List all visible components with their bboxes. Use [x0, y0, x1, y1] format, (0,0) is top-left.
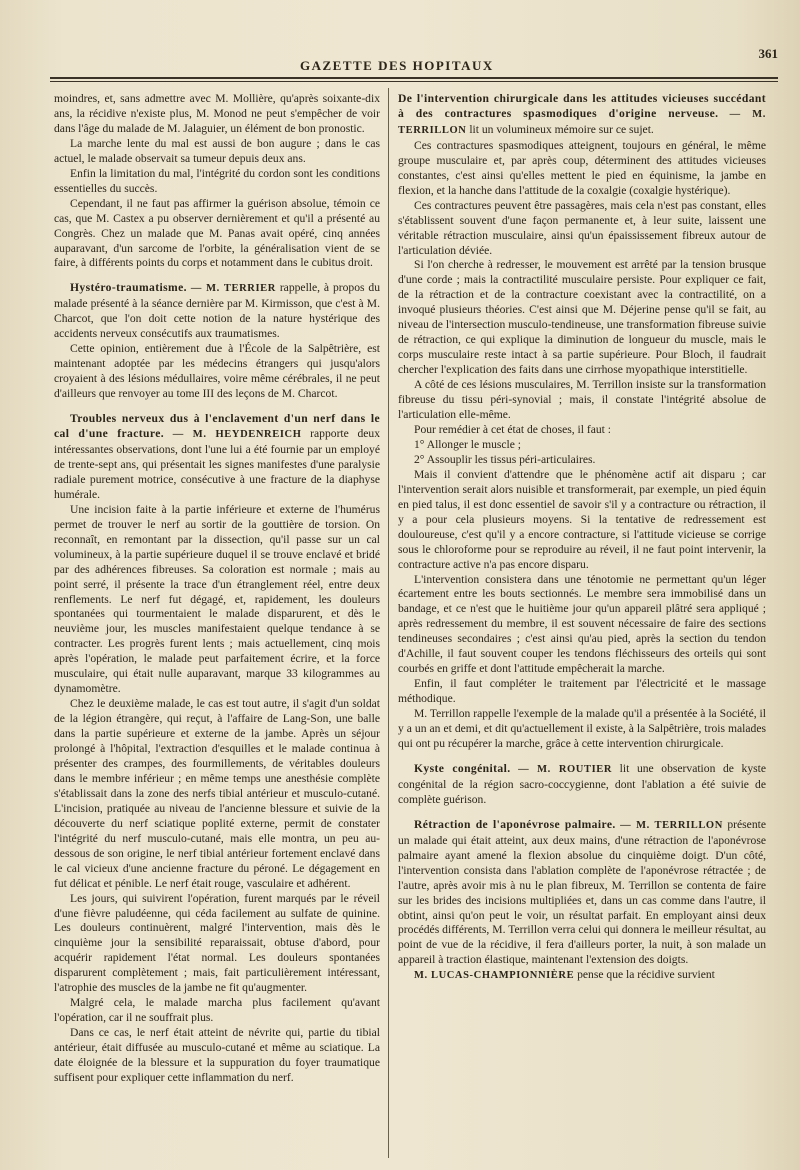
list-item: 2° Assouplir les tissus péri-articulaires. — [414, 452, 596, 466]
paragraph — [398, 968, 766, 984]
paragraph: La marche lente du mal est aussi de bon augure ; dans le cas actuel, le malade observait sa tumeur depuis deux ans. — [54, 136, 380, 165]
section-text: rapporte deux intéressantes observations, dont l'une lui a été fournie par un employé de trente-sept ans, qui présentait les signes manifestes d'une paralysie radiale purement motrice, consécutive à une fracture de la diaphyse humérale. — [54, 427, 380, 501]
paragraph: L'intervention consistera dans une ténotomie ne permettant qu'un léger écartement entre les bouts sectionnés. Le membre sera immobilisé dans un bandage, et ce n'est que le huitième jour qu'un appareil plâtré sera appliqué ; après redressement du membre, il est souvent nécessaire de faire des sections tendineuses secondaires ; c'est ainsi qu'au pied, après la section du tendon d'Achille, il faut souvent couper les tendons fléchisseurs des orteils qui sont courbés en griffe et dont l'attitude empêcherait la marche. — [398, 572, 766, 676]
section-author: — M. TERRIER — [190, 283, 276, 295]
header-rule-thin — [50, 81, 778, 82]
page-header-title: GAZETTE DES HOPITAUX — [300, 58, 494, 73]
section-author: M. LUCAS-CHAMPIONNIÈRE — [414, 970, 575, 982]
paragraph: Malgré cela, le malade marcha plus facilement qu'avant l'opération, car il ne souffrait plus. — [54, 996, 380, 1025]
section-text: lit une observation de kyste congénital de la région sacro-coccygienne, dont l'ablation a été suivie de complète guérison. — [398, 761, 767, 806]
paragraph: Enfin la limitation du mal, l'intégrité du cordon sont les conditions essentielles du succès. — [54, 166, 380, 195]
section-retraction-aponevrose — [398, 818, 766, 969]
section-title: De l'intervention chirurgicale dans les attitudes vicieuses succédant à des contractures spasmodiques d'origine nerveuse. — [398, 92, 766, 120]
paragraph: Dans ce cas, le nerf était atteint de névrite qui, partie du tibial antérieur, était diffusée au musculo-cutané et même au sciatique. La date éloignée de la blessure et la suppuration du foyer traumatique suffisent pour expliquer cette inflammation du nerf. — [54, 1026, 380, 1084]
section-text: présente un malade qui était atteint, aux deux mains, d'une rétraction de l'aponévrose palmaire ayant amené la flexion absolue du cinquième doigt. D'un côté, l'intervention consista dans l'ablation complète de l'aponévrose rétractée ; de l'autre, après avoir mis à nu le plan fibreux, M. Terrillon se contenta de faire sur les brides des incisions multipliées et, dans un cas comme dans l'autre, il obtint, ainsi qu'on peut le voir, un résultat parfait. En employant ainsi deux procédés différents, M. Terrillon verra celui qui donnera le meilleur résultat, au point de vue de la récidive, il fera d'ailleurs porter, la nuit, à son malade un appareil à traction élastique, maintenant l'extension des doigts. — [398, 817, 766, 967]
section-text: pense que la récidive survient — [574, 968, 715, 982]
paragraph: M. Terrillon rappelle l'exemple de la malade qu'il a présentée à la Société, il y a un an et demi, et dit qu'actuellement il existe, à la Salpêtrière, trois malades qui ont pu récupérer la marche, grâce à cette intervention chirurgicale. — [398, 707, 766, 750]
page-number: 361 — [758, 46, 778, 61]
header-rule — [50, 77, 778, 79]
paragraph: moindres, et, sans admettre avec M. Mollière, qu'après soixante-dix ans, la récidive n'existe plus, M. Monod ne peut s'empêcher de voir dans l'âge du malade de M. Jalaguier, un élément de bon pronostic. — [54, 92, 380, 135]
paragraph: Pour remédier à cet état de choses, il faut : — [414, 422, 612, 436]
section-hystero-traumatisme — [54, 281, 380, 342]
section-author: — M. TERRILLON — [620, 819, 723, 831]
paragraph: Les jours, qui suivirent l'opération, furent marqués par le réveil d'une fièvre paludéenne, qui céda facilement au sulfate de quinine. Les douleurs continuèrent, malgré l'intervention, mais dès le cinquième jour la sensibilité reparaissait, obtuse d'abord, pour acquérir rapidement l'état normal. Les douleurs spontanées disparurent complètement ; mais, fait particulièrement intéressant, l'atrophie des muscles de la jambe ne fit qu'augmenter. — [54, 891, 380, 995]
paragraph: A côté de ces lésions musculaires, M. Terrillon insiste sur la transformation fibreuse du tissu péri-synovial ; mais, il constate l'intégrité absolue de l'articulation elle-même. — [398, 378, 766, 422]
section-title: Rétraction de l'aponévrose palmaire. — [414, 817, 616, 831]
section-text: lit un volumineux mémoire sur ce sujet. — [466, 122, 654, 136]
section-text: rappelle, à propos du malade présenté à la séance dernière par M. Kirmisson, que c'est à M. Charcot, que l'on doit cette notion de la nature hystérique des accidents nerveux consécutifs aux traumatismes. — [54, 281, 380, 341]
section-troubles-nerveux — [54, 412, 380, 503]
paragraph: Mais il convient d'attendre que le phénomène actif ait disparu ; car l'intervention serait alors nuisible et transformerait, par exemple, un pied équin en pied talus, il est donc essentiel de savoir s'il y a contracture ou rétraction, il y a pour cela plusieurs moyens. Si la tentative de redressement est douloureuse, c'est qu'il y a encore contracture, si l'attitude vicieuse se corrige sous le chloroforme pour se reproduire au réveil, il ne faut point intervenir, la contracture active n'a pas encore disparu. — [398, 467, 766, 571]
paragraph: Ces contractures peuvent être passagères, mais cela n'est pas constant, elles s'établissent souvent d'une façon permanente et, à leur suite, laissent une véritable rétraction musculaire, ainsi qu'un épaississement fibreux autour de l'articulation déviée. — [398, 198, 766, 257]
section-author: — M. TERRILLON — [398, 108, 766, 136]
section-title: Hystéro-traumatisme. — [70, 281, 187, 295]
paragraph: Cette opinion, entièrement due à l'École de la Salpêtrière, est maintenant adoptée par les médecins étrangers qui jusqu'alors croyaient à des lésions médullaires, voire même cérébrales, il ne peut d'ailleurs que renvoyer au tome III des leçons de M. Charcot. — [54, 342, 380, 401]
paragraph: Une incision faite à la partie inférieure et externe de l'humérus permet de trouver le nerf au sortir de la gouttière de torsion. On reconnaît, en remontant par la dissection, qu'il passe sur un cal volumineux, à la partie supérieure duquel il se trouve enclavé et bridé par des adhérences fibreuses. Sa coloration est normale ; mais au point serré, il présente la trace d'un étranglement réel, entre deux renflements. Le nerf fut dégagé, et, rapidement, les douleurs spontanées qui tourmentaient le malade disparurent, et dès le neuvième jour, les muscles manifestaient quelque tendance à se contracter. Les progrès furent lents ; mais actuellement, cinq mois après l'opération, le malade peut parfaitement écrire, et la force musculaire, qui était nulle auparavant, marque 33 kilogrammes au dynamomètre. — [54, 502, 380, 696]
paragraph: Cependant, il ne faut pas affirmer la guérison absolue, témoin ce cas, que M. Castex a pu observer dernièrement et qu'il a présenté au Congrès. Chez un malade que M. Panas avait opéré, cinq années auparavant, d'un sarcome de l'orbite, la généralisation vient de se faire, à différents points du corps et notamment dans le cubitus droit. — [54, 196, 380, 270]
paragraph: Enfin, il faut compléter le traitement par l'électricité et le massage méthodique. — [398, 677, 766, 706]
paragraph: Ces contractures spasmodiques atteignent, toujours en général, le même groupe musculaire et, par après coup, déterminent des attitudes vicieuses constantes, c'est ainsi qu'elles mettent le pied en équinisme, la jambe en flexion, et la hanche dans l'attitude de la coxalgie (coxalgie hystérique). — [398, 138, 766, 197]
section-intervention-chirurgicale — [398, 92, 766, 139]
section-kyste-congenital — [398, 762, 766, 808]
left-column — [54, 92, 380, 1086]
list-item: 1° Allonger le muscle ; — [414, 437, 522, 451]
column-divider — [388, 88, 389, 1158]
section-author: — M. HEYDENREICH — [172, 429, 302, 441]
right-column — [398, 92, 766, 984]
section-title: Troubles nerveux dus à l'enclavement d'un nerf dans le cal d'une fracture. — [54, 412, 380, 441]
section-title: Kyste congénital. — [414, 761, 511, 775]
paragraph: Si l'on cherche à redresser, le mouvement est arrêté par la tension brusque d'une corde ; mais la contractilité musculaire persiste. Pour expliquer ce fait, de la rétraction et de la contracture coexistant avec la contractilité, on a invoqué plusieurs théories. C'est ainsi que M. Déjerine pense qu'il se fait, au niveau de l'intersection musculo-tendineuse, une transformation fibreuse suivie de rétraction, ce qui explique la diminution de longueur du muscle, mais le corps musculaire reste intact à sa partie supérieure. Pour Bloch, il faudrait chercher l'explication des faits dans une cirrhose myopathique interstitielle. — [398, 258, 766, 377]
section-author: — M. ROUTIER — [518, 763, 613, 775]
paragraph: Chez le deuxième malade, le cas est tout autre, il s'agit d'un soldat de la légion étrangère, qui reçut, à l'affaire de Lang-Son, une balle dans la partie supérieure et externe de la jambe. Après un séjour prolongé à l'hôpital, l'extraction d'esquilles et le malade continua à présenter des crampes, des fourmillements, de véritables douleurs dans le membre inférieur ; en même temps une anesthésie complète s'établissait dans la zone des nerfs tibial antérieur et musculo-cutané. L'incision, pratiquée au niveau de l'ancienne blessure et suivie de la découverte du nerf sciatique poplité externe, permit de constater l'intégrité du nerf musculo-cutané, mais elle montra, un peu au-dessous de son origine, le nerf tibial antérieur fortement enclavé dans le cal vicieux d'une ancienne fracture du péroné. Le dégagement en fut délicat et pénible. Le nerf était rouge, vasculaire et adhérent. — [54, 697, 380, 890]
